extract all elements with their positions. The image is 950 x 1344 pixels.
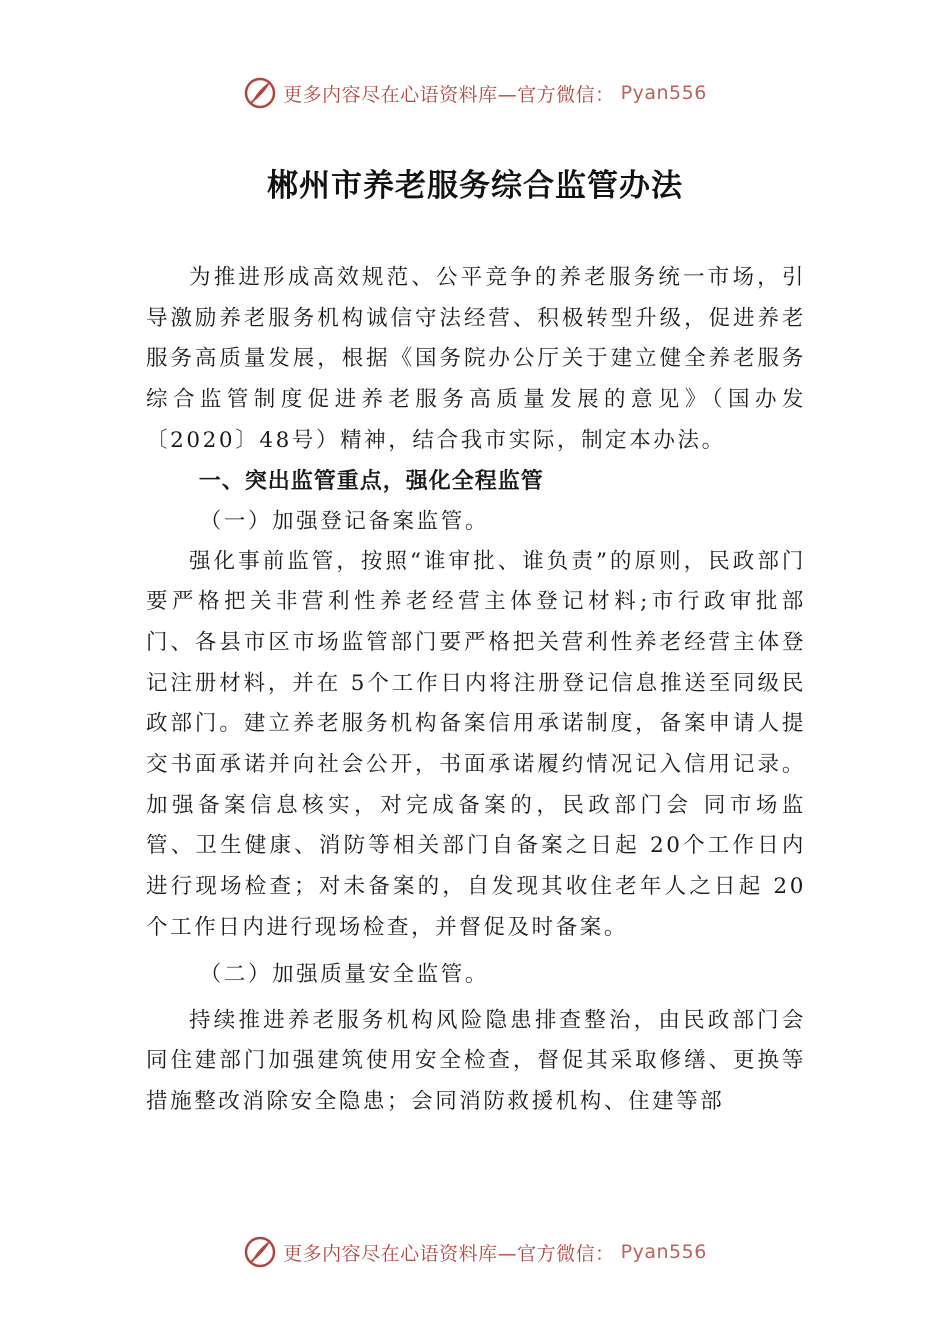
document-body (146, 258, 806, 1123)
subsection-paragraph: 强化事前监管，按照“谁审批、谁负责”的原则，民政部门要严格把关非营利性养老经营主体登记材料;市行政审批部门、各县市区市场监管部门要严格把关营利性养老经营主体登记注册材料，并在 5个工作日内将注册登记信息推送至同级民政部门。建立养老服务机构备案信用承诺制度，备案申请人提交书面承诺并向社会公开，书面承诺履约情况记入信用记录。加强备案信息核实，对完成备案的，民政部门会 同市场监管、卫生健康、消防等相关部门自备案之日起 20个工作日内进行现场检查；对未备案的，自发现其收住老年人之日起 20个工作日内进行现场检查，并督促及时备案。 (146, 548, 806, 940)
subsection-heading: （一）加强登记备案监管。 (199, 508, 489, 534)
intro-paragraph: 为推进形成高效规范、公平竞争的养老服务统一市场，引导激励养老服务机构诚信守法经营、积极转型升级，促进养老服务高质量发展，根据《国务院办公厅关于建立健全养老服务综合监管制度促进养老服务高质量发展的意见》（国办发〔2020〕48号）精神，结合我市实际，制定本办法。 (146, 265, 806, 453)
subsection-paragraph: 持续推进养老服务机构风险隐患排查整治，由民政部门会同住建部门加强建筑使用安全检查，督促其采取修缮、更换等措施整改消除安全隐患；会同消防救援机构、住建等部 (146, 1007, 806, 1114)
banner-contact: Pyan556 (620, 82, 707, 104)
banner-text: 更多内容尽在心语资料库—官方微信： (283, 1242, 615, 1265)
document-title: 郴州市养老服务综合监管办法 (267, 168, 683, 204)
subsection-heading: （二）加强质量安全监管。 (199, 961, 489, 987)
banner-text: 更多内容尽在心语资料库—官方微信： (283, 83, 615, 106)
banner-contact: Pyan556 (620, 1241, 707, 1263)
footer-banner (0, 1232, 950, 1272)
header-banner (0, 73, 950, 113)
quill-logo-icon (243, 1235, 277, 1269)
section-heading: 一、突出监管重点，强化全程监管 (198, 468, 544, 494)
quill-logo-icon (243, 76, 277, 110)
